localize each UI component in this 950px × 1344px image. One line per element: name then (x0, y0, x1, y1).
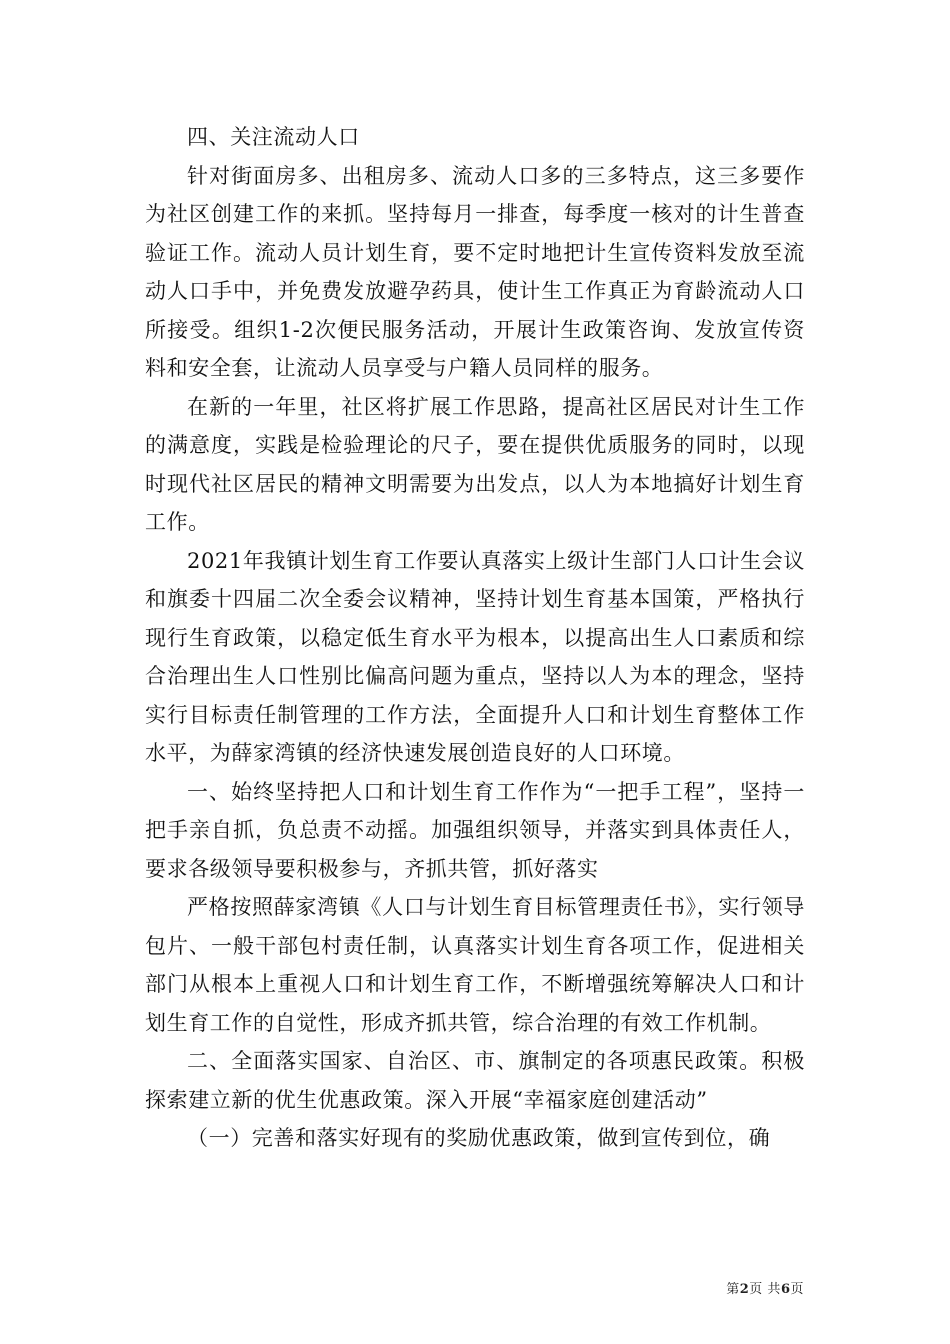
footer-middle: 页 共 (749, 1282, 781, 1297)
document-body (145, 118, 805, 1158)
footer-prefix: 第 (726, 1282, 740, 1297)
section-one-leadership: 一、始终坚持把人口和计划生育工作作为“一把手工程”，坚持一把手亲自抓，负总责不动摇。加强组织领导，并落实到具体责任人，要求各级领导要积极参与，齐抓共管，抓好落实 (145, 779, 805, 881)
section-heading-floating-population: 四、关注流动人口 (187, 125, 360, 149)
total-pages-number: 6 (780, 1282, 791, 1297)
paragraph-2021-work-overview: 2021年我镇计划生育工作要认真落实上级计生部门人口计生会议和旗委十四届二次全委会议精神，坚持计划生育基本国策，严格执行现行生育政策，以稳定低生育水平为根本，以提高出生人口素质和综合治理出生人口性别比偏高问题为重点，坚持以人为本的理念，坚持实行目标责任制管理的工作方法，全面提升人口和计划生育整体工作水平，为薛家湾镇的经济快速发展创造良好的人口环境。 (145, 548, 805, 765)
paragraph-floating-population-measures: 针对街面房多、出租房多、流动人口多的三多特点，这三多要作为社区创建工作的来抓。坚持每月一排查，每季度一核对的计生普查验证工作。流动人员计划生育，要不定时地把计生宣传资料发放至流动人口手中，并免费发放避孕药具，使计生工作真正为育龄流动人口所接受。组织1-2次便民服务活动，开展计生政策咨询、发放宣传资料和安全套，让流动人员享受与户籍人员同样的服务。 (145, 163, 805, 380)
paragraph-responsibility-system: 严格按照薛家湾镇《人口与计划生育目标管理责任书》，实行领导包片、一般干部包村责任制，认真落实计划生育各项工作，促进相关部门从根本上重视人口和计划生育工作，不断增强统筹解决人口和计划生育工作的自觉性，形成齐抓共管，综合治理的有效工作机制。 (145, 895, 805, 1035)
current-page-number: 2 (739, 1282, 750, 1297)
section-two-policies: 二、全面落实国家、自治区、市、旗制定的各项惠民政策。积极探索建立新的优生优惠政策。深入开展“幸福家庭创建活动” (145, 1049, 805, 1112)
paragraph-new-year-plan: 在新的一年里，社区将扩展工作思路，提高社区居民对计生工作的满意度，实践是检验理论的尺子，要在提供优质服务的同时，以现时现代社区居民的精神文明需要为出发点，以人为本地搞好计划生育工作。 (145, 394, 805, 534)
subsection-one-incentives: （一）完善和落实好现有的奖励优惠政策，做到宣传到位，确 (187, 1126, 771, 1150)
page-number-footer (726, 1278, 804, 1297)
footer-suffix: 页 (790, 1282, 804, 1297)
